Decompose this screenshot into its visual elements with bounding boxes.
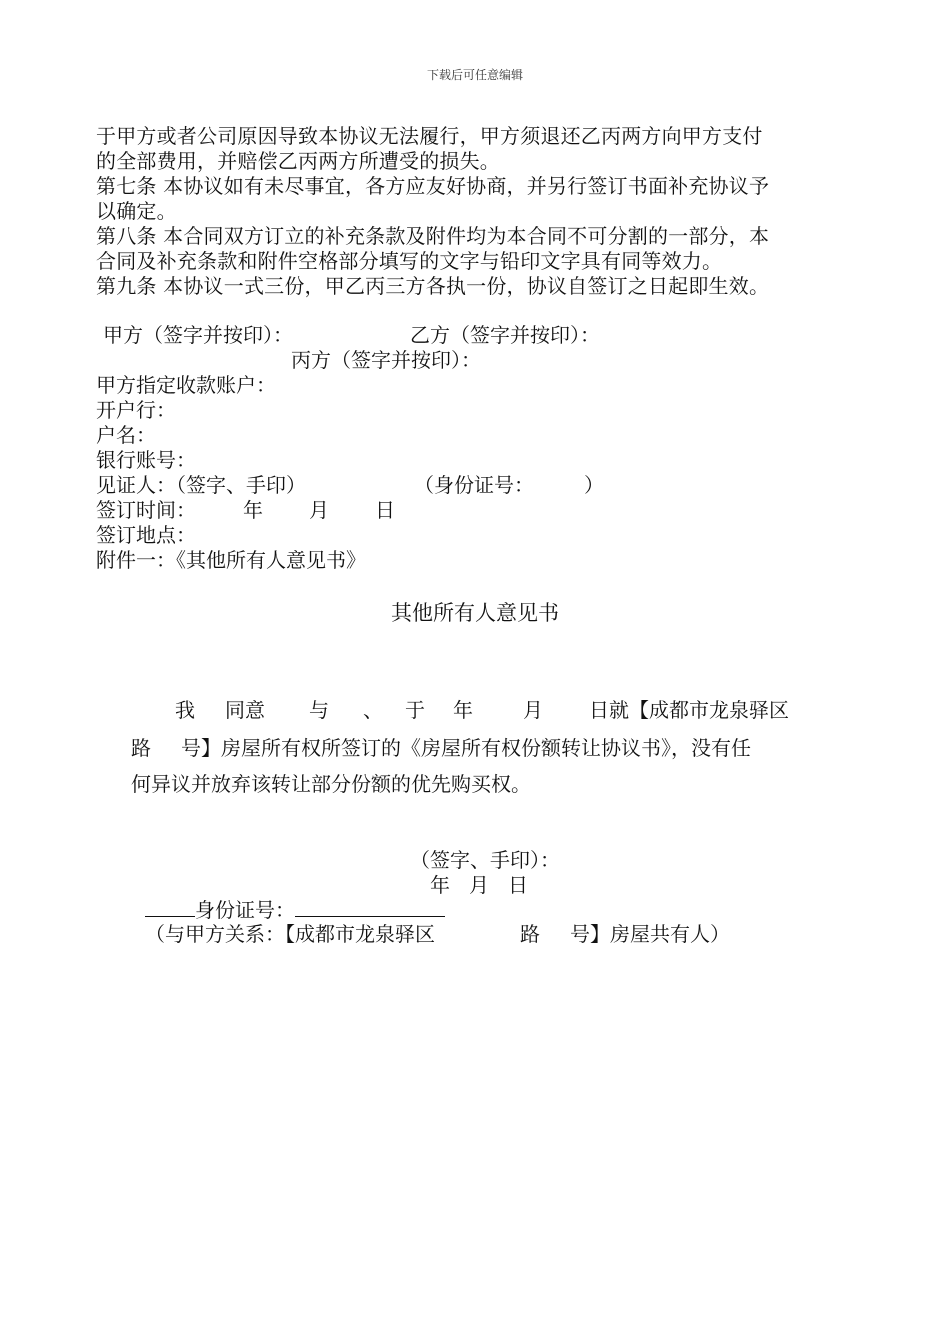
opinion-word-month: 月: [523, 698, 543, 722]
clause-6-line-2: 的全部费用，并赔偿乙丙两方所遭受的损失。: [96, 149, 500, 173]
witness-id-label: （身份证号： ）: [414, 473, 604, 497]
party-a-signature: 甲方（签字并按印）：: [103, 323, 293, 347]
account-name-label: 户名：: [96, 423, 156, 447]
opinion-month: 月: [469, 873, 489, 897]
witness-label: 见证人：（签字、手印）: [96, 473, 306, 497]
opinion-relation-start: （与甲方关系：【成都市龙泉驿区: [145, 922, 435, 946]
opinion-word-day: 日就【成都市龙泉驿区: [589, 698, 789, 722]
opinion-title: 其他所有人意见书: [391, 601, 559, 625]
id-blank: [295, 898, 445, 917]
clause-7-line-1: 第七条 本协议如有未尽事宜，各方应友好协商，并另行签订书面补充协议予: [96, 174, 770, 198]
opinion-sign-label: （签字、手印）：: [410, 848, 560, 872]
bank-label: 开户行：: [96, 398, 176, 422]
opinion-word-yu: 与: [309, 698, 329, 722]
clause-9: 第九条 本协议一式三份，甲乙丙三方各执一份，协议自签订之日起即生效。: [96, 274, 770, 298]
opinion-line3: 何异议并放弃该转让部分份额的优先购买权。: [131, 772, 531, 796]
clause-8-line-2: 合同及补充条款和附件空格部分填写的文字与铅印文字具有同等效力。: [96, 249, 723, 273]
opinion-relation-end: 号】房屋共有人）: [570, 922, 730, 946]
party-b-signature: 乙方（签字并按印）：: [410, 323, 600, 347]
opinion-word-yu2: 于: [405, 698, 425, 722]
page-header: 下载后可任意编辑: [426, 68, 523, 82]
account-label: 甲方指定收款账户：: [96, 373, 276, 397]
opinion-word-dun: 、: [363, 698, 383, 722]
name-blank: [145, 898, 195, 917]
clause-7-line-2: 以确定。: [96, 199, 177, 223]
party-c-signature: 丙方（签字并按印）：: [291, 348, 481, 372]
opinion-day: 日: [508, 873, 528, 897]
account-number-label: 银行账号：: [96, 448, 196, 472]
opinion-line2-road: 路: [131, 736, 151, 760]
signing-time-label: 签订时间：: [96, 498, 196, 522]
opinion-word-wo: 我: [175, 698, 195, 722]
signing-year: 年: [243, 498, 263, 522]
signing-month: 月: [309, 498, 329, 522]
signing-place-label: 签订地点：: [96, 523, 196, 547]
signing-day: 日: [375, 498, 395, 522]
opinion-word-year: 年: [453, 698, 473, 722]
clause-8-line-1: 第八条 本合同双方订立的补充条款及附件均为本合同不可分割的一部分，本: [96, 224, 770, 248]
opinion-relation-road: 路: [520, 922, 540, 946]
opinion-year: 年: [430, 873, 450, 897]
opinion-word-agree: 同意: [225, 698, 265, 722]
opinion-id-row: [145, 898, 445, 923]
opinion-line2: 号】房屋所有权所签订的《房屋所有权份额转让协议书》，没有任: [181, 736, 751, 760]
clause-6-line-1: 于甲方或者公司原因导致本协议无法履行，甲方须退还乙丙两方向甲方支付: [96, 124, 763, 148]
attachment-label: 附件一：《其他所有人意见书》: [96, 548, 366, 572]
id-label: 身份证号：: [195, 898, 295, 922]
